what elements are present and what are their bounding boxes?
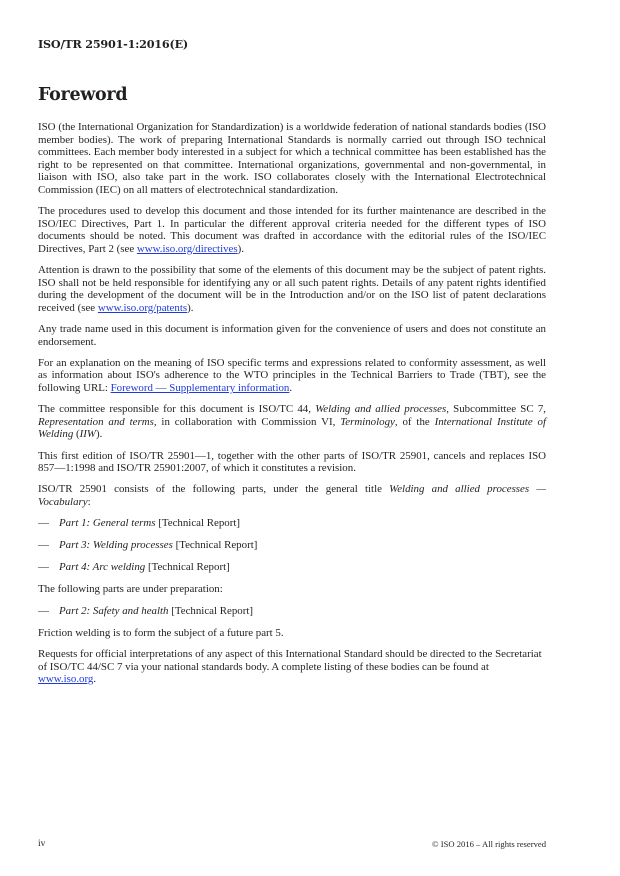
paragraph-patents: Attention is drawn to the possibility that some of the elements of this document may be the subject of patent rights. ISO shall not be held responsible for identifying any or all such patent rights. Details of any patent rights identified during the development of the document will be in the Introduction and/or on the ISO list of patent declarations received (see www.iso.org/patents). bbox=[38, 264, 546, 314]
paragraph-committee: The committee responsible for this document is ISO/TC 44, Welding and allied processes, Subcommittee SC 7, Representation and terms, in collaboration with Commission VI, Terminology, of the International Institute of Welding (IIW). bbox=[38, 403, 546, 441]
supplementary-info-link[interactable]: Foreword — Supplementary information bbox=[110, 382, 290, 395]
page-title: Foreword bbox=[38, 85, 128, 105]
page-number: iv bbox=[38, 839, 46, 849]
paragraph-iso-intro: ISO (the International Organization for Standardization) is a worldwide federation of national standards bodies (ISO member bodies). The work of preparing International Standards is normally carried out through ISO technical committees. Each member body interested in a subject for which a technical committee has been established has the right to be represented on that committee. International organizations, governmental and non-governmental, in liaison with ISO, also take part in the work. ISO collaborates closely with the International Electrotechnical Commission (IEC) on all matters of electrotechnical standardization. bbox=[38, 121, 546, 196]
copyright-notice: © ISO 2016 – All rights reserved bbox=[432, 839, 546, 849]
paragraph-parts-intro: ISO/TR 25901 consists of the following parts, under the general title Welding and allied processes — Vocabulary: bbox=[38, 483, 547, 508]
paragraph-friction-welding: Friction welding is to form the subject of a future part 5. bbox=[38, 626, 284, 639]
patents-link[interactable]: www.iso.org/patents bbox=[97, 301, 188, 314]
paragraph-procedures: The procedures used to develop this document and those intended for its further maintenance are described in the ISO/IEC Directives, Part 1. In particular the different approval criteria needed for the different types of ISO documents should be noted. This document was drafted in accordance with the editorial rules of the ISO/IEC Directives, Part 2 (see www.iso.org/directives). bbox=[38, 205, 546, 255]
paragraph-conformity: For an explanation on the meaning of ISO specific terms and expressions related to conformity assessment, as well as information about ISO's adherence to the WTO principles in the Technical Barriers to Trade (TBT), see the following URL: Foreword — Supplementary information. bbox=[38, 356, 546, 395]
foreword-body bbox=[38, 121, 546, 694]
paragraph-under-preparation: The following parts are under preparation: bbox=[38, 583, 223, 596]
list-item-part-1: — Part 1: General terms [Technical Report] bbox=[38, 517, 241, 530]
directives-link[interactable]: www.iso.org/directives bbox=[136, 242, 238, 255]
list-item-part-3: — Part 3: Welding processes [Technical Report] bbox=[38, 539, 258, 552]
document-id-header: ISO/TR 25901-1:2016(E) bbox=[38, 37, 188, 51]
paragraph-trade-name: Any trade name used in this document is information given for the convenience of users and does not constitute an endorsement. bbox=[38, 323, 546, 348]
paragraph-edition: This first edition of ISO/TR 25901—1, together with the other parts of ISO/TR 25901, cancels and replaces ISO 857—1:1998 and ISO/TR 25901:2007, of which it constitutes a revision. bbox=[38, 449, 546, 475]
list-item-part-2: — Part 2: Safety and health [Technical Report] bbox=[38, 604, 254, 617]
list-item-part-4: — Part 4: Arc welding [Technical Report] bbox=[38, 561, 230, 574]
paragraph-requests: Requests for official interpretations of any aspect of this International Standard should be directed to the Secretariat of ISO/TC 44/SC 7 via your national standards body. A complete listing of these bodies can be found at www.iso.org. bbox=[38, 647, 542, 686]
iso-org-link[interactable]: www.iso.org bbox=[38, 673, 94, 686]
